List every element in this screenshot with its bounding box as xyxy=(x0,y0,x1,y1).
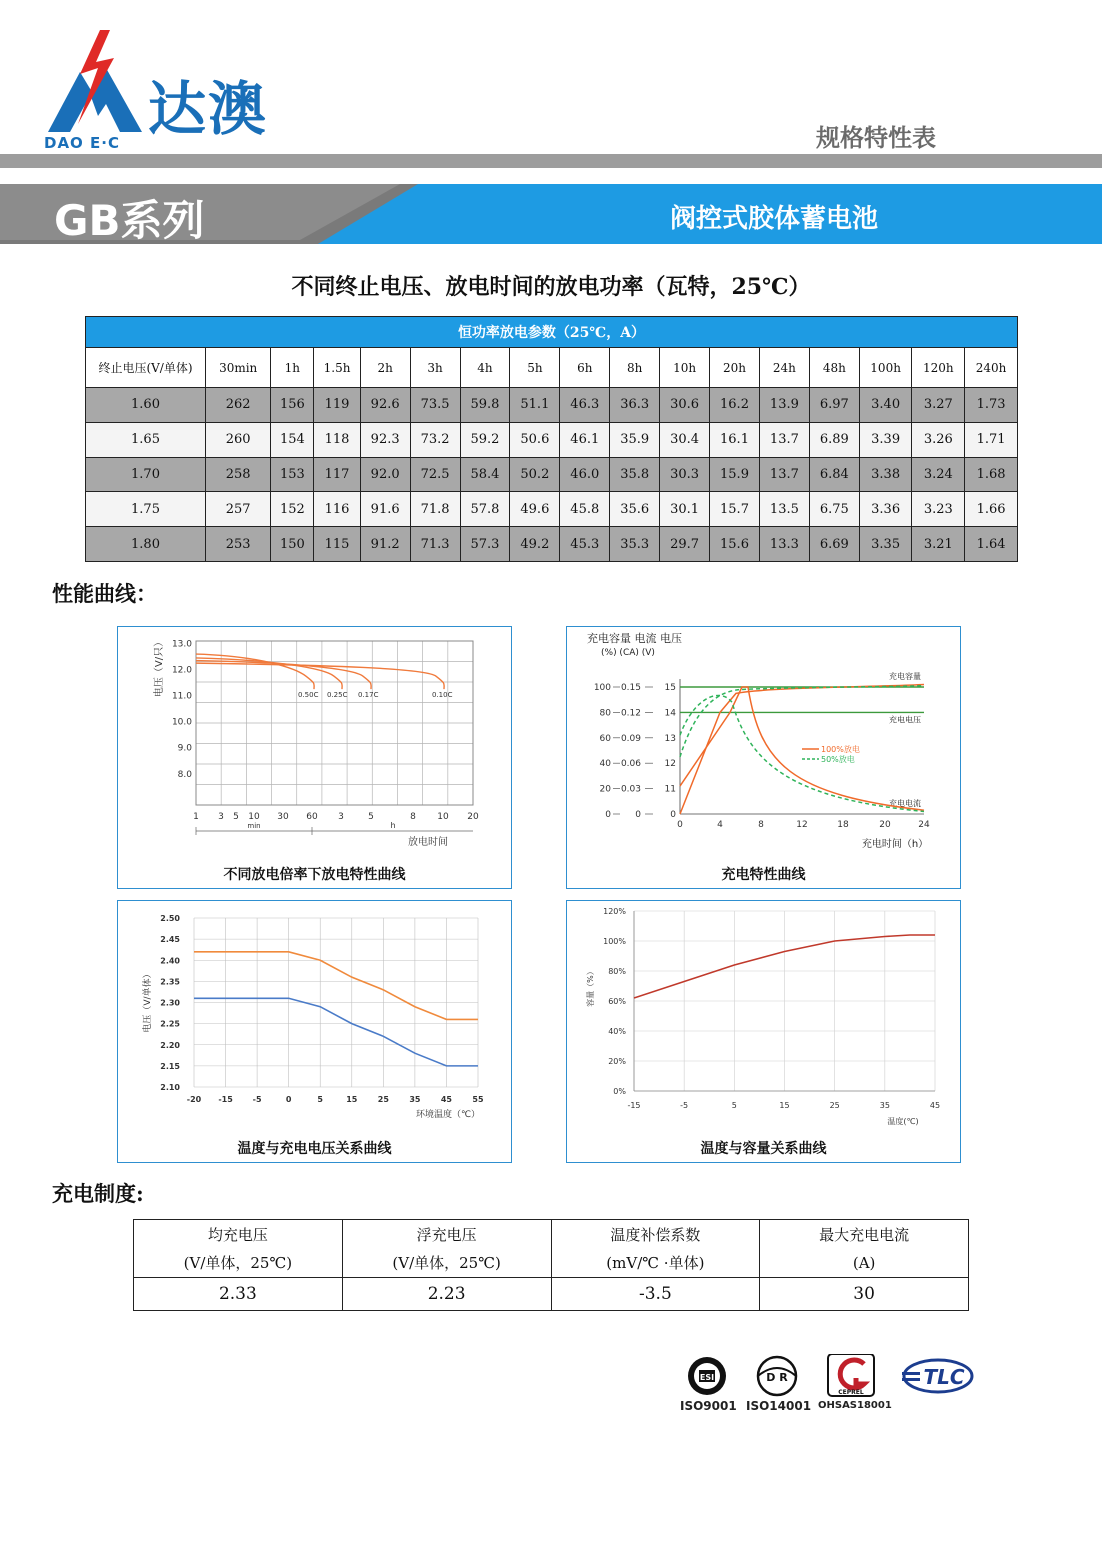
temp-voltage-panel xyxy=(117,900,512,1163)
tick-label: -15 xyxy=(627,1101,641,1110)
discharge-curve-panel xyxy=(117,626,512,889)
table-cell: 35.6 xyxy=(610,492,660,527)
charge-curve-chart xyxy=(567,627,959,857)
tick-label: 40 xyxy=(599,759,611,770)
tick-label: 18 xyxy=(837,820,849,830)
table-cell: 35.8 xyxy=(610,457,660,492)
table-cell: 71.3 xyxy=(410,527,460,562)
table-header-cell: 3h xyxy=(410,348,460,388)
table-cell: 3.36 xyxy=(859,492,912,527)
table-cell: 3.23 xyxy=(912,492,965,527)
table-cell-voltage: 1.70 xyxy=(86,457,206,492)
table-cell: 6.69 xyxy=(809,527,859,562)
tick-label: 1 xyxy=(193,812,199,822)
table-header-cell: 24h xyxy=(759,348,809,388)
table-header-cell: 4h xyxy=(460,348,510,388)
charge-curve-panel xyxy=(566,626,961,889)
document-type: 规格特性表 xyxy=(816,124,936,152)
table-cell: 46.0 xyxy=(560,457,610,492)
table-cell: 118 xyxy=(314,422,360,457)
table-cell: 59.8 xyxy=(460,388,510,423)
table-cell: 153 xyxy=(271,457,314,492)
table-cell: 49.2 xyxy=(510,527,560,562)
y-axis-label: (%) (CA) (V) xyxy=(601,648,655,658)
charge-value-cell: 2.33 xyxy=(134,1278,343,1311)
tick-label: 13.0 xyxy=(171,639,192,650)
curve-label: 充电容量 xyxy=(889,672,921,681)
table-cell: 3.40 xyxy=(859,388,912,423)
table-cell-voltage: 1.80 xyxy=(86,527,206,562)
table-cell: 45.8 xyxy=(560,492,610,527)
tlc-cert-icon xyxy=(902,1360,972,1392)
table-cell: 1.71 xyxy=(965,422,1018,457)
charge-table xyxy=(133,1219,969,1311)
table-cell: 156 xyxy=(271,388,314,423)
table-cell: 150 xyxy=(271,527,314,562)
discharge-curve-caption: 不同放电倍率下放电特性曲线 xyxy=(223,867,406,883)
tick-label: 0 xyxy=(635,810,641,820)
cert-label-ohsas18001: OHSAS18001 xyxy=(818,1400,892,1411)
table-header-cell: 1h xyxy=(271,348,314,388)
table-cell: 92.3 xyxy=(360,422,410,457)
tick-label: 5 xyxy=(368,812,374,822)
tick-label: 5 xyxy=(233,812,239,822)
svg-text:CEPREL: CEPREL xyxy=(838,1389,864,1396)
tick-label: 0.15 xyxy=(620,683,641,693)
tick-label: 2.15 xyxy=(160,1061,180,1071)
tick-label: 25 xyxy=(377,1095,389,1104)
table-cell: 6.84 xyxy=(809,457,859,492)
tick-label: 30 xyxy=(277,812,289,822)
table-header-cell: 8h xyxy=(610,348,660,388)
table-header-cell: 6h xyxy=(560,348,610,388)
x-unit-label: min xyxy=(247,822,261,830)
tick-label: 55 xyxy=(472,1095,484,1104)
table-cell: 13.7 xyxy=(759,457,809,492)
table-cell: 119 xyxy=(314,388,360,423)
table-row xyxy=(86,527,1018,562)
table-cell: 51.1 xyxy=(510,388,560,423)
table-cell: 30.4 xyxy=(660,422,710,457)
tick-label: 2.25 xyxy=(160,1019,180,1029)
tick-label: 10 xyxy=(437,812,449,822)
table-header-cell: 10h xyxy=(660,348,710,388)
tick-label: 10.0 xyxy=(171,717,192,728)
tick-label: -5 xyxy=(680,1101,689,1110)
tick-label: 2.40 xyxy=(160,956,180,966)
table-cell: 13.3 xyxy=(759,527,809,562)
discharge-curve-chart xyxy=(118,627,510,857)
table-cell: 30.1 xyxy=(660,492,710,527)
tick-label: 45 xyxy=(929,1101,941,1110)
table-cell: 45.3 xyxy=(560,527,610,562)
esi-cert-icon xyxy=(688,1357,726,1395)
temp-capacity-caption: 温度与容量关系曲线 xyxy=(700,1141,827,1157)
charge-value-cell: -3.5 xyxy=(551,1278,760,1311)
charge-value-cell: 2.23 xyxy=(342,1278,551,1311)
table-header-cell: 48h xyxy=(809,348,859,388)
tick-label: 15 xyxy=(346,1095,358,1104)
tick-label: 0 xyxy=(677,820,683,830)
table-cell: 91.2 xyxy=(360,527,410,562)
curve-label: 0.50C xyxy=(298,690,319,699)
svg-text:TLC: TLC xyxy=(923,1365,965,1389)
table-cell: 16.2 xyxy=(710,388,760,423)
voltage-series-0 xyxy=(194,952,478,1020)
legend-label: 100%放电 xyxy=(821,745,860,754)
table-cell: 35.3 xyxy=(610,527,660,562)
tick-label: 10 xyxy=(248,812,260,822)
temp-voltage-chart xyxy=(118,901,510,1131)
y-axis-label: 充电容量 电流 电压 xyxy=(587,632,682,645)
tick-label: -5 xyxy=(252,1095,262,1104)
y-axis-label: 电压（V/只） xyxy=(154,636,165,698)
table-cell: 1.64 xyxy=(965,527,1018,562)
table-cell: 13.7 xyxy=(759,422,809,457)
logo-english-name: DAO E·C xyxy=(44,134,120,152)
company-logo-icon xyxy=(40,28,150,140)
tick-label: -15 xyxy=(218,1095,233,1104)
tick-label: 2.20 xyxy=(160,1040,180,1050)
tick-label: 100% xyxy=(603,937,626,946)
charge-header-cell: 温度补偿系数 (mV/℃ ·单体) xyxy=(551,1220,760,1278)
tick-label: 20 xyxy=(879,820,891,830)
tick-label: 15 xyxy=(779,1101,790,1110)
table-cell: 3.26 xyxy=(912,422,965,457)
tick-label: 40% xyxy=(608,1027,626,1036)
tick-label: 0 xyxy=(670,810,676,820)
x-axis-label: 环境温度（℃） xyxy=(415,1110,481,1120)
tick-label: 120% xyxy=(603,907,626,916)
table-cell: 3.39 xyxy=(859,422,912,457)
tick-label: 2.10 xyxy=(160,1083,180,1092)
table-cell: 36.3 xyxy=(610,388,660,423)
table-cell: 253 xyxy=(206,527,271,562)
tick-label: 35 xyxy=(879,1101,890,1110)
table-cell: 258 xyxy=(206,457,271,492)
x-axis-label: 放电时间 xyxy=(408,837,448,848)
curve-label: 0.25C xyxy=(327,690,348,699)
table-cell: 13.9 xyxy=(759,388,809,423)
table-cell-voltage: 1.75 xyxy=(86,492,206,527)
table-cell: 15.6 xyxy=(710,527,760,562)
tick-label: 2.35 xyxy=(160,977,180,987)
header-divider xyxy=(0,154,1102,168)
tick-label: 2.45 xyxy=(160,935,180,945)
table-cell: 72.5 xyxy=(410,457,460,492)
tick-label: 11.0 xyxy=(171,691,192,702)
tick-label: 20% xyxy=(608,1057,626,1066)
table-cell-voltage: 1.65 xyxy=(86,422,206,457)
tick-label: 0 xyxy=(285,1095,292,1104)
y-axis-label: 电压（V/单体） xyxy=(143,969,153,1033)
tick-label: 2.30 xyxy=(160,998,180,1008)
tick-label: 0.03 xyxy=(620,784,641,795)
charge-header-cell: 均充电压 (V/单体，25℃) xyxy=(134,1220,343,1278)
table-cell: 30.3 xyxy=(660,457,710,492)
table-cell: 50.2 xyxy=(510,457,560,492)
tick-label: 100 xyxy=(593,683,611,693)
table-cell: 91.6 xyxy=(360,492,410,527)
table-cell: 6.75 xyxy=(809,492,859,527)
tick-label: 0.09 xyxy=(620,733,641,744)
table-cell: 57.3 xyxy=(460,527,510,562)
voltage-series-1 xyxy=(194,998,478,1066)
table-cell: 16.1 xyxy=(710,422,760,457)
table-cell: 35.9 xyxy=(610,422,660,457)
table-cell: 29.7 xyxy=(660,527,710,562)
svg-text:D R: D R xyxy=(766,1371,788,1384)
temp-capacity-panel xyxy=(566,900,961,1163)
tick-label: 60 xyxy=(599,733,611,744)
table-cell: 30.6 xyxy=(660,388,710,423)
curve-label: 0.17C xyxy=(358,690,379,699)
tick-label: 4 xyxy=(717,820,723,830)
tick-label: 11 xyxy=(664,784,676,795)
tick-label: 80 xyxy=(599,708,611,719)
tick-label: 15 xyxy=(664,683,676,693)
x-axis-label: 温度(℃) xyxy=(887,1117,919,1126)
tick-label: 5 xyxy=(731,1101,737,1110)
table-cell: 73.2 xyxy=(410,422,460,457)
tick-label: 0% xyxy=(613,1087,626,1096)
y-axis-label: 容量（%） xyxy=(586,967,595,1007)
table-cell: 116 xyxy=(314,492,360,527)
table-header-cell: 240h xyxy=(965,348,1018,388)
temp-voltage-caption: 温度与充电电压关系曲线 xyxy=(237,1141,392,1157)
discharge-table xyxy=(85,316,1018,562)
certification-logos xyxy=(686,1354,976,1400)
curves-heading: 性能曲线： xyxy=(52,581,157,606)
table-row xyxy=(86,457,1018,492)
tick-label: 3 xyxy=(338,812,344,822)
table-cell: 71.8 xyxy=(410,492,460,527)
tick-label: 0.12 xyxy=(620,708,641,719)
table-cell: 3.21 xyxy=(912,527,965,562)
table-cell: 15.7 xyxy=(710,492,760,527)
table-cell: 13.5 xyxy=(759,492,809,527)
legend-label: 50%放电 xyxy=(821,755,855,764)
series-name: GB系列 xyxy=(54,196,205,245)
table-header-cell: 终止电压(V/单体) xyxy=(86,348,206,388)
table-cell: 257 xyxy=(206,492,271,527)
curve-label: 充电电流 xyxy=(889,798,921,808)
tick-label: 12 xyxy=(796,820,808,830)
tick-label: 25 xyxy=(829,1101,840,1110)
table-header-cell: 30min xyxy=(206,348,271,388)
table-cell: 15.9 xyxy=(710,457,760,492)
charge-curve-caption: 充电特性曲线 xyxy=(721,867,806,883)
tick-label: 3 xyxy=(218,812,224,822)
x-unit-label: h xyxy=(390,821,396,830)
table-cell: 58.4 xyxy=(460,457,510,492)
tick-label: 5 xyxy=(317,1095,324,1104)
svg-text:ESI: ESI xyxy=(699,1373,715,1382)
tick-label: -20 xyxy=(186,1095,202,1104)
tick-label: 13 xyxy=(664,733,676,744)
tick-label: 45 xyxy=(440,1095,453,1104)
table-cell: 3.27 xyxy=(912,388,965,423)
tick-label: 12.0 xyxy=(171,665,192,676)
tick-label: 0 xyxy=(605,810,611,820)
table-cell: 57.8 xyxy=(460,492,510,527)
table-cell: 46.3 xyxy=(560,388,610,423)
product-name: 阀控式胶体蓄电池 xyxy=(670,204,879,234)
discharge-table-caption: 恒功率放电参数（25℃，A） xyxy=(86,317,1018,348)
table-cell: 262 xyxy=(206,388,271,423)
cert-label-iso14001: ISO14001 xyxy=(746,1399,812,1413)
tick-label: 9.0 xyxy=(177,743,192,754)
cert-label-iso9001: ISO9001 xyxy=(680,1399,737,1413)
tick-label: 35 xyxy=(409,1095,421,1104)
table-header-cell: 120h xyxy=(912,348,965,388)
tick-label: 8.0 xyxy=(177,769,192,780)
table-cell-voltage: 1.60 xyxy=(86,388,206,423)
tick-label: 12 xyxy=(664,759,676,770)
tick-label: 20 xyxy=(467,812,479,822)
table-cell: 73.5 xyxy=(410,388,460,423)
table-cell: 3.35 xyxy=(859,527,912,562)
table-cell: 1.73 xyxy=(965,388,1018,423)
table-header-cell: 1.5h xyxy=(314,348,360,388)
table-header-cell: 20h xyxy=(710,348,760,388)
charge-value-cell: 30 xyxy=(760,1278,969,1311)
table-row xyxy=(86,492,1018,527)
table-cell: 3.24 xyxy=(912,457,965,492)
ceprel-cert-icon xyxy=(828,1354,874,1396)
dir-cert-icon xyxy=(758,1357,796,1395)
table-cell: 92.6 xyxy=(360,388,410,423)
tick-label: 60% xyxy=(608,997,626,1006)
tick-label: 2.50 xyxy=(160,914,180,923)
table-header-cell: 2h xyxy=(360,348,410,388)
table-cell: 152 xyxy=(271,492,314,527)
table-header-cell: 5h xyxy=(510,348,560,388)
table-cell: 49.6 xyxy=(510,492,560,527)
table-cell: 92.0 xyxy=(360,457,410,492)
table-cell: 260 xyxy=(206,422,271,457)
table-row xyxy=(86,422,1018,457)
x-axis-label: 充电时间（h） xyxy=(861,839,929,850)
table-cell: 1.66 xyxy=(965,492,1018,527)
tick-label: 80% xyxy=(608,967,626,976)
charge-header-cell: 浮充电压 (V/单体，25℃) xyxy=(342,1220,551,1278)
tick-label: 8 xyxy=(758,820,764,830)
tick-label: 60 xyxy=(306,812,318,822)
table-header-cell: 100h xyxy=(859,348,912,388)
table-cell: 154 xyxy=(271,422,314,457)
temp-capacity-chart xyxy=(567,901,959,1131)
tick-label: 8 xyxy=(410,812,416,822)
tick-label: 0.06 xyxy=(620,759,641,770)
table-cell: 117 xyxy=(314,457,360,492)
tick-label: 20 xyxy=(599,784,611,795)
table-cell: 115 xyxy=(314,527,360,562)
logo-brand-name: 达澳 xyxy=(148,75,269,143)
table-cell: 1.68 xyxy=(965,457,1018,492)
curve-label: 充电电压 xyxy=(889,715,921,725)
table-cell: 59.2 xyxy=(460,422,510,457)
charge-header-cell: 最大充电电流 (A) xyxy=(760,1220,969,1278)
table-row xyxy=(86,388,1018,423)
tick-label: 14 xyxy=(664,708,676,719)
table-cell: 6.89 xyxy=(809,422,859,457)
table-cell: 50.6 xyxy=(510,422,560,457)
table-cell: 6.97 xyxy=(809,388,859,423)
discharge-table-title: 不同终止电压、放电时间的放电功率（瓦特，25℃） xyxy=(291,274,811,300)
charge-heading: 充电制度: xyxy=(52,1181,144,1206)
tick-label: 24 xyxy=(918,820,930,830)
table-cell: 3.38 xyxy=(859,457,912,492)
table-cell: 46.1 xyxy=(560,422,610,457)
curve-label: 0.10C xyxy=(432,690,453,699)
